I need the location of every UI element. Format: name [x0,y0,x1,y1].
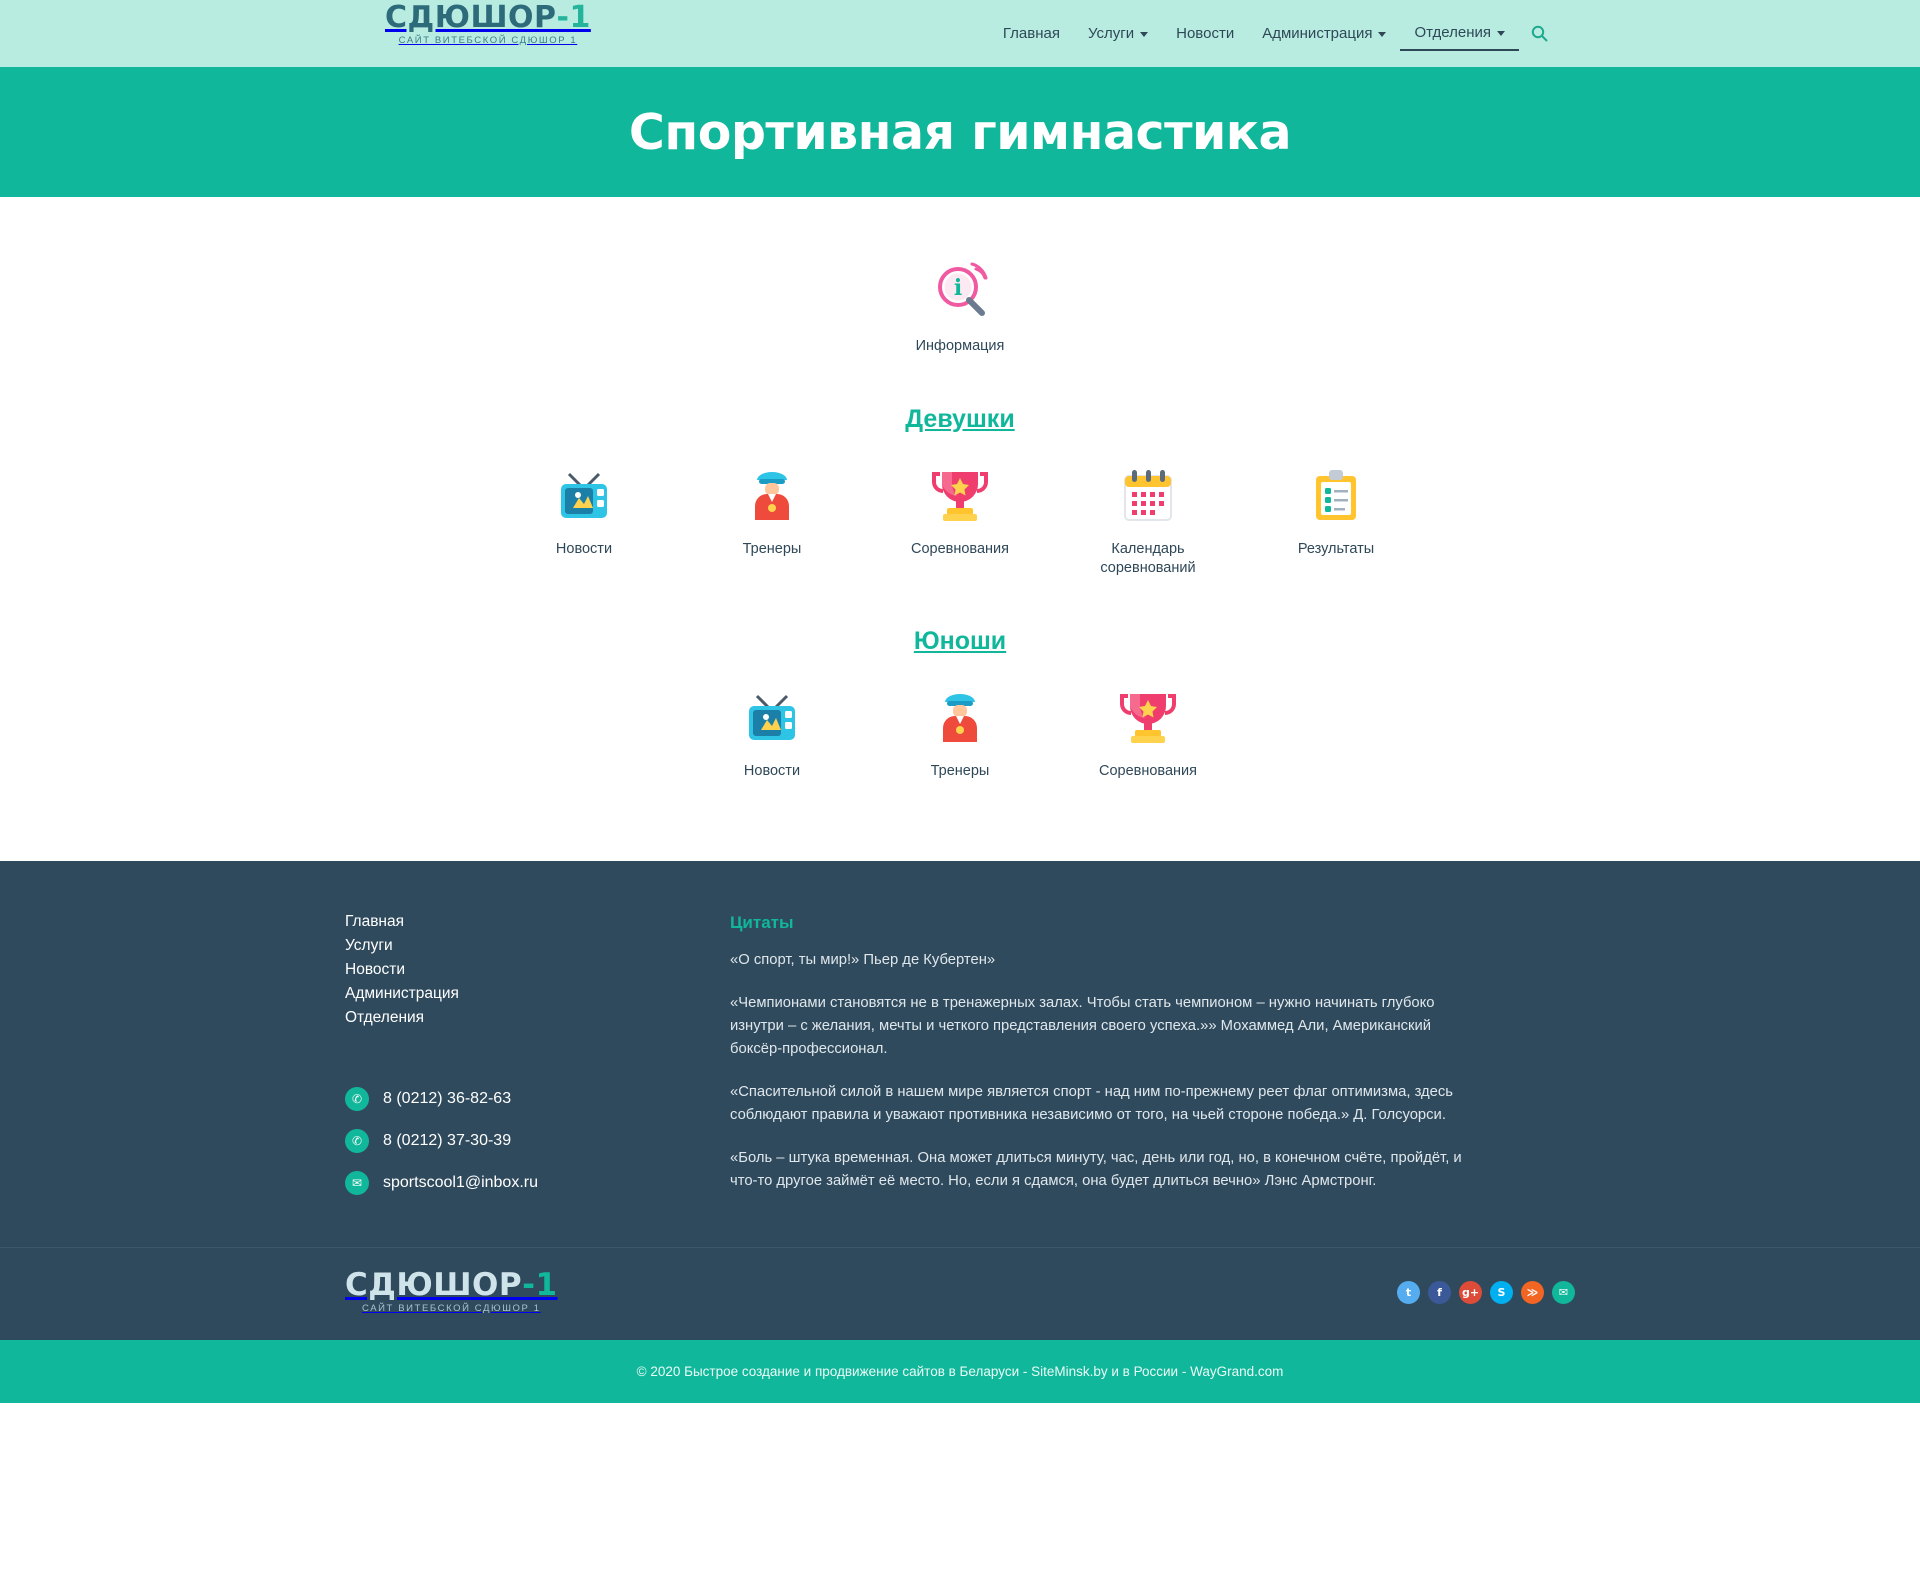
quote-item: «Спасительной силой в нашем мире является спорт - над ним по-прежнему реет флаг оптимизма, здесь соблюдают правила и уважают противника независимо от того, на чьей стороне победа.» Д. Голсуорси. [730,1083,1454,1123]
contact-value: 8 (0212) 36-82-63 [383,1090,512,1108]
chevron-down-icon [1140,32,1148,37]
footer-link-news[interactable]: Новости [345,961,406,979]
coach-person-icon [925,682,995,752]
footer-link-home[interactable]: Главная [345,913,404,931]
nav-item-label: Услуги [1087,25,1135,42]
contact-phone-1[interactable] [345,1087,730,1111]
main-content [0,197,1920,861]
quote-item: «О спорт, ты мир!» Пьер де Кубертен» [730,952,996,969]
tile-label: Информация [915,338,1005,354]
site-logo[interactable] [385,0,591,46]
main-navigation [989,20,1548,51]
tile-information[interactable] [905,257,1015,357]
footer-link-administration[interactable]: Администрация [345,985,459,1003]
nav-item-departments[interactable] [1400,20,1519,51]
logo-text [345,1267,558,1304]
tile-competitions-boys[interactable] [1093,682,1203,782]
info-row [345,257,1575,357]
page-title: Спортивная гимнастика [628,103,1292,161]
email-icon[interactable]: ✉ [1552,1281,1575,1304]
quote-item: «Боль – штука временная. Она может длиться минуту, час, день или год, но, в конечном счёте, пройдёт, и что-то другое займёт её место. Но, если я сдамся, она будет длиться вечно» Лэнс Армстронг. [730,1149,1462,1189]
footer-contacts [345,1087,730,1195]
footer-bottom [0,1247,1920,1340]
group-title-girls[interactable]: Девушки [905,404,1015,433]
tv-news-icon [737,682,807,752]
tile-coaches-girls[interactable] [717,460,827,560]
coach-person-icon [737,460,807,530]
tile-news-boys[interactable] [717,682,827,782]
copyright-text: © 2020 Быстрое создание и продвижение сайтов в Беларуси - SiteMinsk.by и в России - WayGrand.com [636,1363,1284,1379]
nav-item-news[interactable] [1162,21,1248,50]
tile-label: Соревнования [910,540,1009,557]
page-hero [0,67,1920,197]
rss-icon[interactable]: ≫ [1521,1281,1544,1304]
nav-item-label: Главная [1002,25,1060,42]
tile-label: Новости [555,540,613,557]
footer-links [345,913,730,1213]
info-magnifier-icon [925,257,995,327]
nav-item-administration[interactable] [1248,21,1400,50]
search-icon[interactable] [1531,25,1548,46]
skype-icon[interactable]: S [1490,1281,1513,1304]
site-footer [0,861,1920,1247]
contact-value: sportscool1@inbox.ru [383,1174,538,1192]
group-girls [345,357,1575,579]
site-header [0,0,1920,67]
group-boys-tiles [345,682,1575,782]
nav-item-label: Отделения [1414,24,1491,41]
nav-item-label: Администрация [1262,25,1373,42]
facebook-icon[interactable]: f [1428,1281,1451,1304]
logo-text-dash: -1 [522,1267,558,1304]
tile-news-girls[interactable] [529,460,639,560]
logo-text [385,0,591,35]
logo-text-dash: -1 [556,0,591,35]
nav-item-services[interactable] [1074,21,1162,50]
footer-logo[interactable] [345,1267,558,1315]
footer-link-departments[interactable]: Отделения [345,1009,425,1027]
tile-label: Тренеры [742,540,802,557]
tv-news-icon [549,460,619,530]
footer-link-services[interactable]: Услуги [345,937,393,955]
chevron-down-icon [1497,31,1505,36]
trophy-icon [925,460,995,530]
contact-phone-2[interactable] [345,1129,730,1153]
clipboard-checklist-icon [1301,460,1371,530]
chevron-down-icon [1378,32,1386,37]
nav-item-label: Новости [1176,25,1235,42]
tile-label: Соревнования [1098,762,1197,779]
phone-icon: ✆ [345,1087,369,1111]
trophy-icon [1113,682,1183,752]
copyright-bar [0,1340,1920,1403]
tile-coaches-boys[interactable] [905,682,1015,782]
logo-tagline: САЙТ ВИТЕБСКОЙ СДЮШОР 1 [361,1303,541,1315]
tile-results-girls[interactable] [1281,460,1391,560]
quote-item: «Чемпионами становятся не в тренажерных залах. Чтобы стать чемпионом – нужно начинать глубоко изнутри – с желания, мечты и четкого представления своего успеха.»» Мохаммед Али, Американский боксёр-профессионал. [730,995,1435,1058]
tile-competitions-girls[interactable] [905,460,1015,560]
tile-label: Новости [743,762,801,779]
tile-label: Результаты [1297,540,1375,557]
tile-label: Календарь соревнований [1100,540,1196,577]
tile-calendar-girls[interactable] [1093,460,1203,579]
svg-text:i: i [953,275,963,301]
logo-text-main: СДЮШОР [345,1267,523,1304]
social-links [1397,1281,1575,1304]
google-plus-icon[interactable]: g+ [1459,1281,1482,1304]
group-title-boys[interactable]: Юноши [913,626,1007,655]
contact-value: 8 (0212) 37-30-39 [383,1132,512,1150]
calendar-icon [1113,460,1183,530]
phone-icon: ✆ [345,1129,369,1153]
group-girls-tiles [345,460,1575,579]
quotes-heading: Цитаты [730,913,794,933]
footer-quotes [730,913,1470,1212]
mail-icon: ✉ [345,1171,369,1195]
nav-item-home[interactable] [989,21,1074,50]
logo-text-main: СДЮШОР [385,0,557,35]
logo-tagline: САЙТ ВИТЕБСКОЙ СДЮШОР 1 [398,35,578,46]
twitter-icon[interactable]: t [1397,1281,1420,1304]
tile-label: Тренеры [930,762,990,779]
contact-email[interactable] [345,1171,730,1195]
group-boys [345,579,1575,782]
